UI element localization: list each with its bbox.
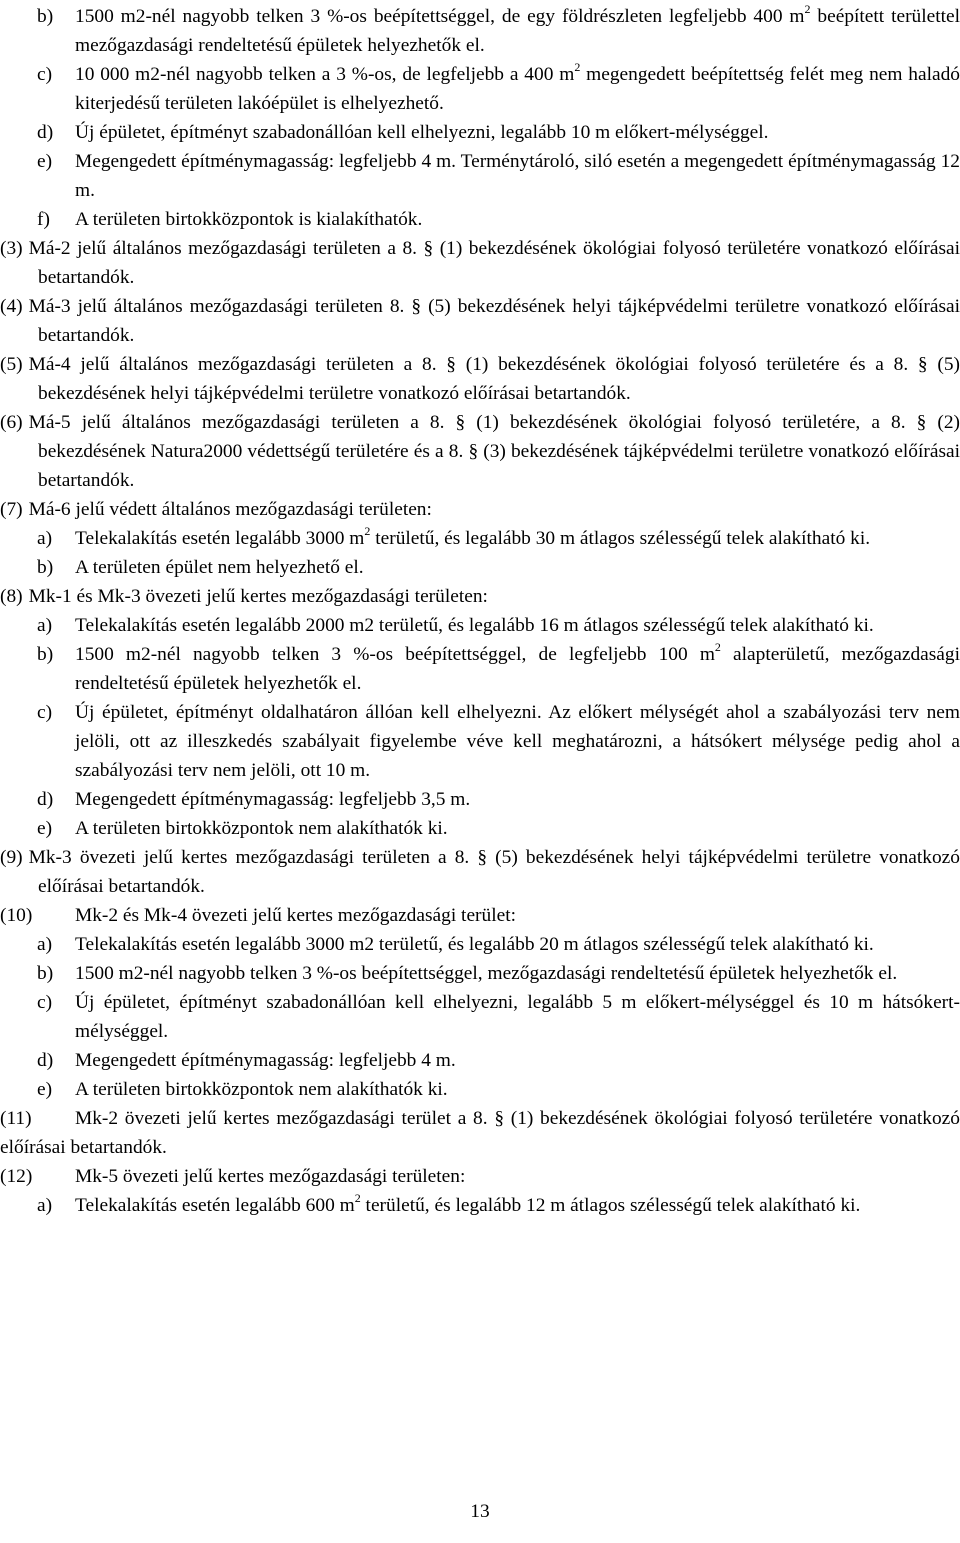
paragraph-text: A területen birtokközpontok nem alakíthatók ki.	[75, 818, 448, 839]
paragraph	[0, 1104, 960, 1162]
paragraph	[0, 408, 960, 495]
paragraph	[0, 1075, 960, 1104]
paragraph-text: Má-5 jelű általános mezőgazdasági területen a 8. § (1) bekezdésének ökológiai folyosó területére, a 8. § (2) bekezdésének Natura2000 védettségű területére és a 8. § (3) bekezdésének tájképvédelmi területre vonatkozó előírásai betartandók.	[28, 412, 960, 491]
paragraph-label: d)	[37, 122, 54, 143]
paragraph-text: Má-3 jelű általános mezőgazdasági területen 8. § (5) bekezdésének helyi tájképvédelmi területre vonatkozó előírásai betartandók.	[28, 296, 960, 346]
paragraph-text: 1500 m2-nél nagyobb telken 3 %-os beépítettséggel, de egy földrészleten legfeljebb 400 $m^2$ beépített területtel mezőgazdasági rendeltetésű épületek helyezhetők el.	[75, 1, 960, 56]
paragraph-text: Má-4 jelű általános mezőgazdasági területen a 8. § (1) bekezdésének ökológiai folyosó területére és a 8. § (5) bekezdésének helyi tájképvédelmi területre vonatkozó előírásai betartandók.	[28, 354, 960, 404]
paragraph-label: (5)	[0, 354, 23, 375]
paragraph	[0, 930, 960, 959]
paragraph-label: (10)	[0, 905, 33, 926]
paragraph-label: a)	[37, 615, 53, 636]
paragraph-text: Má-6 jelű védett általános mezőgazdasági területen:	[28, 499, 432, 520]
paragraph-text: A területen birtokközpontok is kialakíthatók.	[75, 209, 423, 230]
paragraph-label: (11)	[0, 1108, 32, 1129]
paragraph-text: Mk-2 és Mk-4 övezeti jelű kertes mezőgazdasági terület:	[75, 905, 516, 926]
paragraph	[0, 292, 960, 350]
paragraph-label: e)	[37, 818, 53, 839]
paragraph	[0, 959, 960, 988]
paragraph-label: b)	[37, 557, 54, 578]
paragraph-text: Telekalakítás esetén legalább 600 $m^2$ területű, és legalább 12 m átlagos szélességű telek alakítható ki.	[75, 1190, 861, 1216]
document-body	[0, 2, 960, 1220]
paragraph-label: b)	[37, 963, 54, 984]
paragraph	[0, 640, 960, 698]
paragraph-text: Telekalakítás esetén legalább 3000 m2 területű, és legalább 20 m átlagos szélességű telek alakítható ki.	[75, 934, 874, 955]
paragraph-label: d)	[37, 789, 54, 810]
paragraph-label: e)	[37, 151, 53, 172]
paragraph-label: (8)	[0, 586, 23, 607]
paragraph	[0, 2, 960, 60]
paragraph-label: f)	[37, 209, 50, 230]
paragraph-text: Új épületet, építményt oldalhatáron állóan kell elhelyezni. Az előkert mélységét ahol a szabályozási terv nem jelöli, ott az illeszkedés szabályait figyelembe véve kell meghatározni, a hátsókert mélysége pedig ahol a szabályozási terv nem jelöli, ott 10 m.	[75, 702, 960, 781]
paragraph	[0, 582, 960, 611]
paragraph	[0, 814, 960, 843]
paragraph-label: c)	[37, 64, 53, 85]
paragraph	[0, 785, 960, 814]
paragraph-label: c)	[37, 992, 53, 1013]
paragraph	[0, 988, 960, 1046]
paragraph-label: b)	[37, 6, 54, 27]
paragraph	[0, 843, 960, 901]
paragraph-label: a)	[37, 1195, 53, 1216]
paragraph-label: b)	[37, 644, 54, 665]
paragraph	[0, 118, 960, 147]
paragraph-label: (12)	[0, 1166, 33, 1187]
paragraph-text: Mk-1 és Mk-3 övezeti jelű kertes mezőgazdasági területen:	[28, 586, 488, 607]
paragraph-label: a)	[37, 934, 53, 955]
paragraph-label: e)	[37, 1079, 53, 1100]
paragraph-label: (3)	[0, 238, 23, 259]
paragraph	[0, 1162, 960, 1191]
paragraph-text: Mk-3 övezeti jelű kertes mezőgazdasági területen a 8. § (5) bekezdésének helyi tájképvédelmi területre vonatkozó előírásai betartandók.	[28, 847, 960, 897]
paragraph-text: Megengedett építménymagasság: legfeljebb 4 m.	[75, 1050, 456, 1071]
paragraph-text: Má-2 jelű általános mezőgazdasági területen a 8. § (1) bekezdésének ökológiai folyosó területére vonatkozó előírásai betartandók.	[28, 238, 960, 288]
paragraph-text: A területen épület nem helyezhető el.	[75, 557, 364, 578]
paragraph-text: Új épületet, építményt szabadonállóan kell elhelyezni, legalább 10 m előkert-mélységgel.	[75, 122, 769, 143]
paragraph-text: Mk-5 övezeti jelű kertes mezőgazdasági területen:	[75, 1166, 466, 1187]
paragraph	[0, 901, 960, 930]
paragraph-text: Megengedett építménymagasság: legfeljebb 3,5 m.	[75, 789, 471, 810]
paragraph-label: (6)	[0, 412, 23, 433]
page-number: 13	[470, 1501, 490, 1522]
paragraph	[0, 698, 960, 785]
paragraph	[0, 611, 960, 640]
paragraph	[0, 205, 960, 234]
paragraph-text: 10 000 m2-nél nagyobb telken a 3 %-os, de legfeljebb a 400 $m^2$ megengedett beépítettség felét meg nem haladó kiterjedésű területen lakóépület is elhelyezhető.	[75, 59, 960, 114]
paragraph-text: Megengedett építménymagasság: legfeljebb 4 m. Terménytároló, siló esetén a megengedett építménymagasság 12 m.	[75, 151, 960, 201]
paragraph-label: (9)	[0, 847, 23, 868]
paragraph-text: Telekalakítás esetén legalább 2000 m2 területű, és legalább 16 m átlagos szélességű telek alakítható ki.	[75, 615, 874, 636]
paragraph-text: Telekalakítás esetén legalább 3000 $m^2$ területű, és legalább 30 m átlagos szélességű telek alakítható ki.	[75, 523, 871, 549]
paragraph-text: 1500 m2-nél nagyobb telken 3 %-os beépítettséggel, de legfeljebb 100 $m^2$ alapterületű, mezőgazdasági rendeltetésű épületek helyezhetők el.	[75, 639, 960, 694]
paragraph-label: a)	[37, 528, 53, 549]
paragraph	[0, 524, 960, 553]
paragraph	[0, 1191, 960, 1220]
paragraph	[0, 495, 960, 524]
paragraph-label: (7)	[0, 499, 23, 520]
paragraph-label: c)	[37, 702, 53, 723]
paragraph-text: A területen birtokközpontok nem alakíthatók ki.	[75, 1079, 448, 1100]
paragraph-text: Mk-2 övezeti jelű kertes mezőgazdasági terület a 8. § (1) bekezdésének ökológiai folyosó területére vonatkozó előírásai betartandók.	[0, 1108, 960, 1158]
paragraph-label: (4)	[0, 296, 23, 317]
paragraph	[0, 147, 960, 205]
paragraph	[0, 350, 960, 408]
paragraph-text: 1500 m2-nél nagyobb telken 3 %-os beépítettséggel, mezőgazdasági rendeltetésű épületek helyezhetők el.	[75, 963, 898, 984]
paragraph	[0, 1046, 960, 1075]
paragraph-text: Új épületet, építményt szabadonállóan kell elhelyezni, legalább 5 m előkert-mélységgel és 10 m hátsókert-mélységgel.	[75, 992, 960, 1042]
paragraph	[0, 234, 960, 292]
paragraph	[0, 553, 960, 582]
paragraph	[0, 60, 960, 118]
paragraph-label: d)	[37, 1050, 54, 1071]
